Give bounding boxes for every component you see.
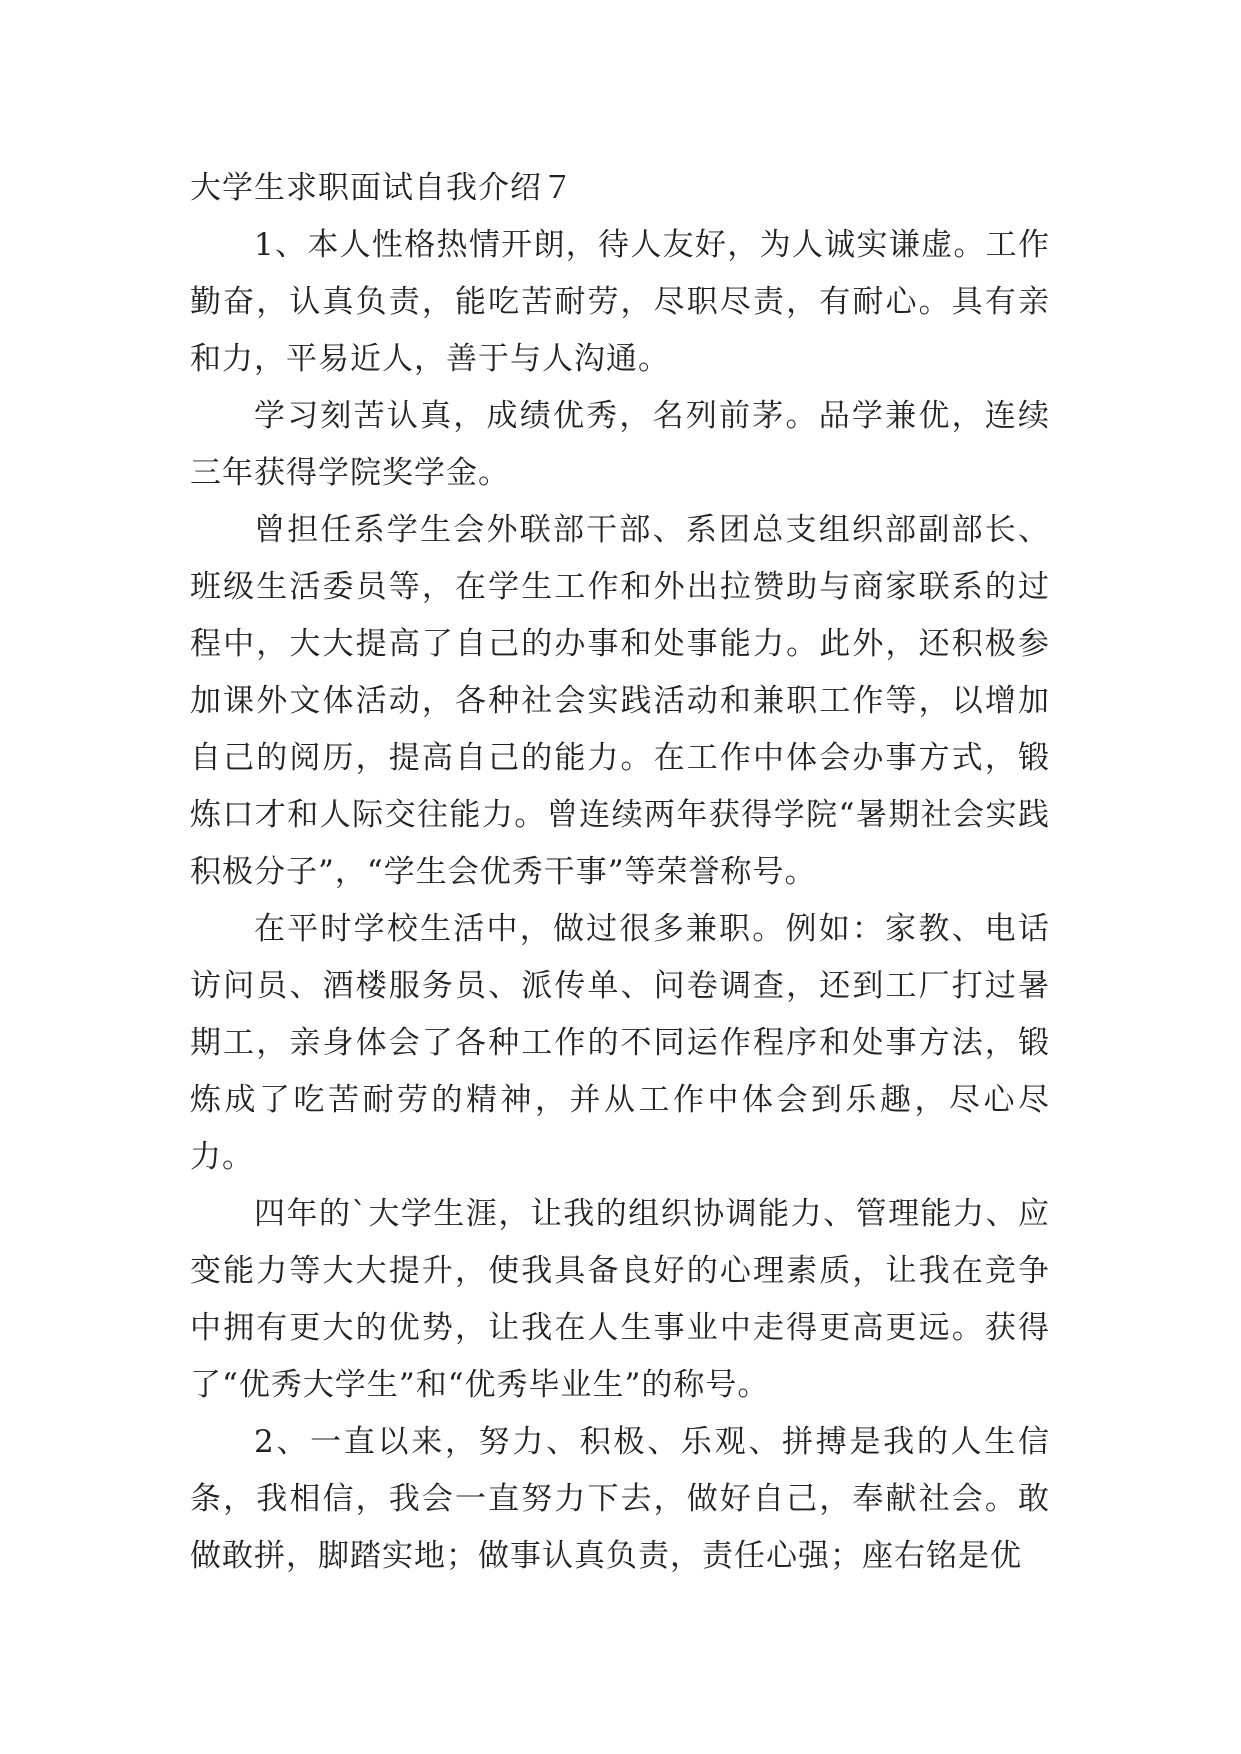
paragraph-self-intro-1: 1、本人性格热情开朗，待人友好，为人诚实谦虚。工作勤奋，认真负责，能吃苦耐劳，尽职尽责，有耐心。具有亲和力，平易近人，善于与人沟通。: [190, 227, 1050, 377]
paragraph-self-intro-2: 2、一直以来，努力、积极、乐观、拼搏是我的人生信条，我相信，我会一直努力下去，做好自己，奉献社会。敢做敢拼，脚踏实地；做事认真负责，责任心强；座右铭是优: [190, 1424, 1050, 1574]
paragraph-four-years: 四年的`大学生涯，让我的组织协调能力、管理能力、应变能力等大大提升，使我具备良好的心理素质，让我在竞争中拥有更大的优势，让我在人生事业中走得更高更远。获得了“优秀大学生”和“优秀毕业生”的称号。: [190, 1196, 1050, 1403]
document-body: [190, 160, 1050, 1585]
document-title: 大学生求职面试自我介绍７: [190, 170, 574, 206]
paragraph-student-union: 曾担任系学生会外联部干部、系团总支组织部副部长、班级生活委员等，在学生工作和外出拉赞助与商家联系的过程中，大大提高了自己的办事和处事能力。此外，还积极参加课外文体活动，各种社会实践活动和兼职工作等，以增加自己的阅历，提高自己的能力。在工作中体会办事方式，锻炼口才和人际交往能力。曾连续两年获得学院“暑期社会实践积极分子”，“学生会优秀干事”等荣誉称号。: [190, 512, 1050, 890]
paragraph-study: 学习刻苦认真，成绩优秀，名列前茅。品学兼优，连续三年获得学院奖学金。: [190, 398, 1050, 491]
paragraph-part-time-jobs: 在平时学校生活中，做过很多兼职。例如：家教、电话访问员、酒楼服务员、派传单、问卷调查，还到工厂打过暑期工，亲身体会了各种工作的不同运作程序和处事方法，锻炼成了吃苦耐劳的精神，并从工作中体会到乐趣，尽心尽力。: [190, 911, 1050, 1175]
